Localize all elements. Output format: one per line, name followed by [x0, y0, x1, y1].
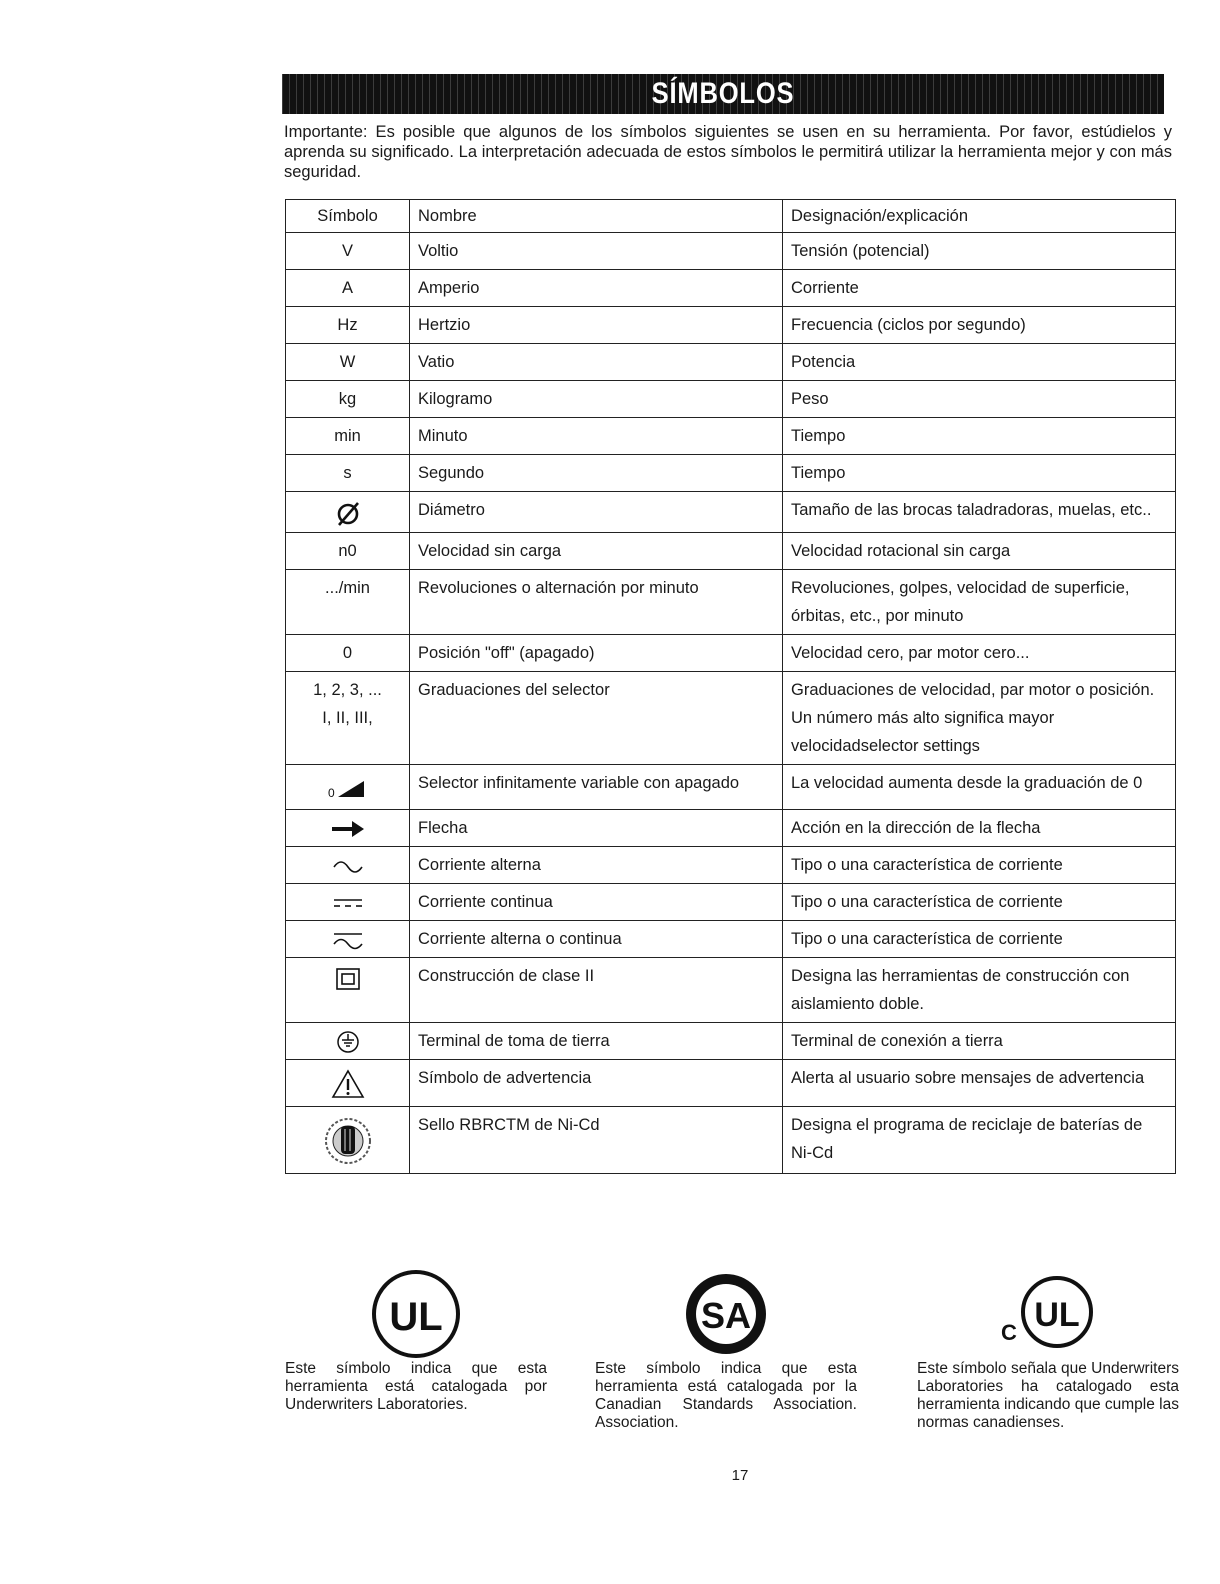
- designation-cell: Tipo o una característica de corriente: [783, 884, 1176, 921]
- name-cell: Diámetro: [410, 492, 783, 533]
- symbol-cell: [286, 884, 410, 921]
- table-row: [286, 1107, 1176, 1174]
- page-number: 17: [731, 1467, 749, 1484]
- csa-certification: [595, 1268, 857, 1432]
- symbol-cell: [286, 1107, 410, 1174]
- symbol-cell: [286, 958, 410, 1023]
- csa-description: Este símbolo indica que esta herramienta está catalogada por la Canadian Standards Association. Association.: [595, 1360, 857, 1431]
- symbol-cell: [286, 847, 410, 884]
- name-cell: Vatio: [410, 344, 783, 381]
- ul-certification: [285, 1268, 547, 1414]
- name-cell: Voltio: [410, 233, 783, 270]
- csa-logo-text: SA: [700, 1295, 752, 1336]
- designation-cell: Designa las herramientas de construcción con aislamiento doble.: [783, 958, 1176, 1023]
- table-row: [286, 492, 1176, 533]
- symbol-cell: [286, 810, 410, 847]
- table-row: [286, 765, 1176, 810]
- name-cell: Terminal de toma de tierra: [410, 1023, 783, 1060]
- name-cell: Símbolo de advertencia: [410, 1060, 783, 1107]
- name-cell: Posición "off" (apagado): [410, 635, 783, 672]
- table-row: [286, 1023, 1176, 1060]
- designation-cell: Tiempo: [783, 418, 1176, 455]
- symbol-cell: V: [286, 233, 410, 270]
- name-cell: Construcción de clase II: [410, 958, 783, 1023]
- name-cell: Velocidad sin carga: [410, 533, 783, 570]
- symbol-cell: [286, 1060, 410, 1107]
- name-cell: Corriente alterna o continua: [410, 921, 783, 958]
- name-cell: Hertzio: [410, 307, 783, 344]
- designation-cell: La velocidad aumenta desde la graduación de 0: [783, 765, 1176, 810]
- designation-cell: Corriente: [783, 270, 1176, 307]
- table-row: [286, 233, 1176, 270]
- alternating-current-icon: [328, 853, 368, 879]
- table-row: [286, 958, 1176, 1023]
- designation-cell: Peso: [783, 381, 1176, 418]
- header-name: Nombre: [410, 200, 783, 233]
- designation-cell: Tensión (potencial): [783, 233, 1176, 270]
- designation-cell: Frecuencia (ciclos por segundo): [783, 307, 1176, 344]
- symbol-cell: [286, 1023, 410, 1060]
- table-row: [286, 1060, 1176, 1107]
- earth-ground-icon: [334, 1029, 362, 1055]
- page-title: SÍMBOLOS: [651, 77, 795, 110]
- name-cell: Corriente continua: [410, 884, 783, 921]
- designation-cell: Terminal de conexión a tierra: [783, 1023, 1176, 1060]
- symbol-cell: min: [286, 418, 410, 455]
- variable-selector-icon: [326, 771, 370, 805]
- cul-description: Este símbolo señala que Underwriters Laboratories ha catalogado esta herramienta indicando que cumple las normas canadienses.: [917, 1360, 1179, 1431]
- name-cell: Kilogramo: [410, 381, 783, 418]
- designation-cell: Graduaciones de velocidad, par motor o posición. Un número más alto significa mayor velocidadselector settings: [783, 672, 1176, 765]
- table-row: [286, 884, 1176, 921]
- ul-logo: [368, 1268, 464, 1360]
- symbol-cell: kg: [286, 381, 410, 418]
- cul-certification: [917, 1268, 1179, 1432]
- symbol-cell: .../min: [286, 570, 410, 635]
- symbol-cell: 0: [286, 635, 410, 672]
- symbols-table: [285, 199, 1176, 1174]
- designation-cell: Acción en la dirección de la flecha: [783, 810, 1176, 847]
- arrow-icon: [328, 816, 368, 842]
- ul-description: Este símbolo indica que esta herramienta está catalogada por Underwriters Laboratories.: [285, 1360, 547, 1413]
- name-cell: Graduaciones del selector: [410, 672, 783, 765]
- designation-cell: Tipo o una característica de corriente: [783, 847, 1176, 884]
- name-cell: Flecha: [410, 810, 783, 847]
- symbol-cell: [286, 765, 410, 810]
- table-row: [286, 381, 1176, 418]
- intro-paragraph: Importante: Es posible que algunos de los símbolos siguientes se usen en su herramienta. Por favor, estúdielos y aprenda su significado. La interpretación adecuada de estos símbolos le permitirá utilizar la herramienta mejor y con más seguridad.: [284, 123, 1172, 181]
- designation-cell: Tipo o una característica de corriente: [783, 921, 1176, 958]
- table-row: [286, 672, 1176, 765]
- class-ii-icon: [333, 964, 363, 994]
- table-row: [286, 455, 1176, 492]
- table-row: [286, 307, 1176, 344]
- symbol-cell: s: [286, 455, 410, 492]
- cul-logo-text: UL: [1034, 1296, 1080, 1334]
- symbol-cell: [286, 921, 410, 958]
- symbol-cell: Hz: [286, 307, 410, 344]
- table-row: [286, 921, 1176, 958]
- symbol-cell: [286, 492, 410, 533]
- ul-logo-text: UL: [389, 1295, 443, 1339]
- symbol-cell: [286, 672, 410, 765]
- designation-cell: Tamaño de las brocas taladradoras, muelas, etc..: [783, 492, 1176, 533]
- designation-cell: Tiempo: [783, 455, 1176, 492]
- symbol-line-2: I, II, III,: [322, 709, 373, 727]
- name-cell: Amperio: [410, 270, 783, 307]
- svg-text:0: 0: [327, 786, 335, 800]
- designation-cell: Revoluciones, golpes, velocidad de superficie, órbitas, etc., por minuto: [783, 570, 1176, 635]
- symbol-cell: A: [286, 270, 410, 307]
- designation-cell: Velocidad rotacional sin carga: [783, 533, 1176, 570]
- certification-logos: [285, 1268, 1180, 1468]
- symbol-line-1: 1, 2, 3, ...: [313, 681, 382, 699]
- diameter-icon: [333, 498, 363, 528]
- table-row: [286, 270, 1176, 307]
- name-cell: Corriente alterna: [410, 847, 783, 884]
- cul-logo-prefix: C: [1001, 1320, 1017, 1345]
- header-designation: Designación/explicación: [783, 200, 1176, 233]
- designation-cell: Velocidad cero, par motor cero...: [783, 635, 1176, 672]
- cul-logo: [983, 1268, 1113, 1360]
- table-row: [286, 344, 1176, 381]
- table-row: [286, 533, 1176, 570]
- name-cell: Selector infinitamente variable con apagado: [410, 765, 783, 810]
- name-cell: Revoluciones o alternación por minuto: [410, 570, 783, 635]
- symbol-cell: W: [286, 344, 410, 381]
- header-symbol: Símbolo: [286, 200, 410, 233]
- table-row: [286, 810, 1176, 847]
- warning-icon: [330, 1066, 366, 1102]
- table-row: [286, 635, 1176, 672]
- table-header-row: [286, 200, 1176, 233]
- table-row: [286, 418, 1176, 455]
- csa-logo: [678, 1268, 774, 1360]
- rbrc-seal-icon: [318, 1113, 378, 1169]
- name-cell: Sello RBRCTM de Ni-Cd: [410, 1107, 783, 1174]
- name-cell: Segundo: [410, 455, 783, 492]
- ac-dc-current-icon: [328, 927, 368, 953]
- designation-cell: Potencia: [783, 344, 1176, 381]
- designation-cell: Designa el programa de reciclaje de baterías de Ni-Cd: [783, 1107, 1176, 1174]
- table-row: [286, 847, 1176, 884]
- name-cell: Minuto: [410, 418, 783, 455]
- table-row: [286, 570, 1176, 635]
- section-title-bar: [282, 74, 1164, 114]
- direct-current-icon: [328, 890, 368, 916]
- designation-cell: Alerta al usuario sobre mensajes de advertencia: [783, 1060, 1176, 1107]
- symbol-cell: n0: [286, 533, 410, 570]
